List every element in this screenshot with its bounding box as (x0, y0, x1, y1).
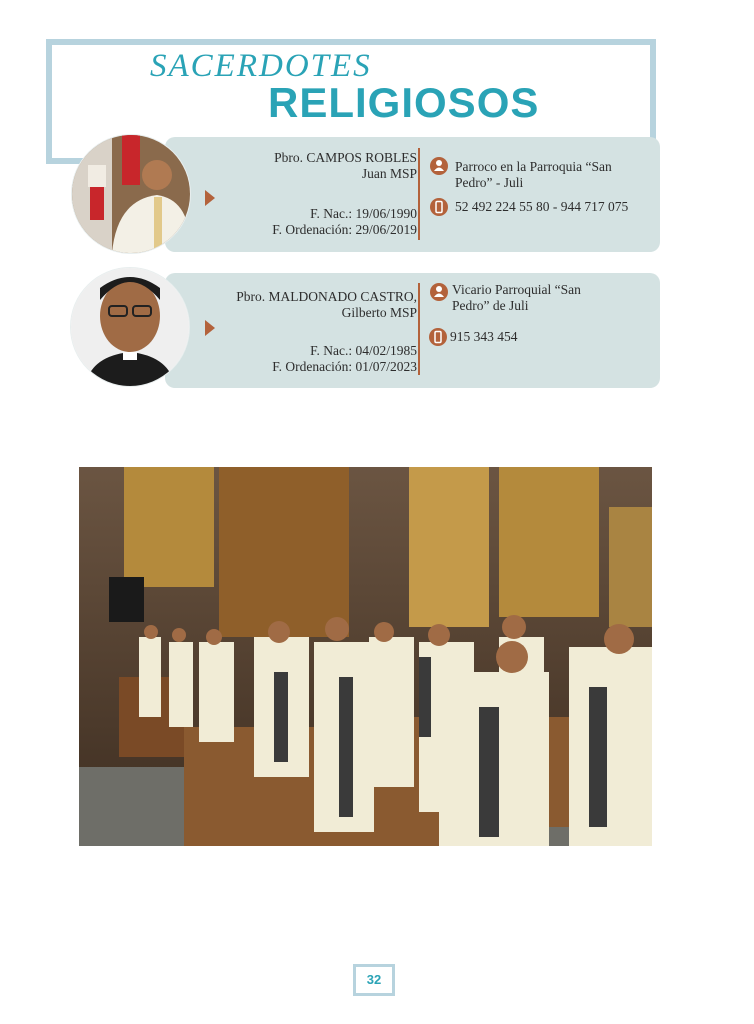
role-line2: Pedro” de Juli (452, 298, 529, 313)
page-number: 32 (353, 964, 395, 996)
ordination-date: F. Ordenación: 01/07/2023 (272, 359, 417, 374)
page-title-line2: RELIGIOSOS (268, 79, 540, 126)
phone-number: 915 343 454 (450, 329, 518, 344)
priest-role-2 (452, 282, 647, 314)
priest-name-line2: Gilberto MSP (341, 305, 417, 320)
priest-icon (430, 283, 448, 301)
priest-photo-1 (72, 135, 190, 253)
birth-date: F. Nac.: 04/02/1985 (310, 343, 417, 358)
arrow-icon (205, 190, 215, 206)
role-line1: Vicario Parroquial “San (452, 282, 581, 297)
phone-icon (430, 198, 448, 216)
church-photo (79, 467, 652, 846)
divider (418, 283, 420, 375)
arrow-icon (205, 320, 215, 336)
role-line1: Parroco en la Parroquia “San (455, 159, 612, 174)
priest-name-block-2 (217, 289, 417, 375)
priest-name-block-1 (217, 150, 417, 238)
phone-icon (429, 328, 447, 346)
ordination-date: F. Ordenación: 29/06/2019 (272, 222, 417, 237)
role-line2: Pedro” - Juli (455, 175, 524, 190)
priest-name-line1: Pbro. MALDONADO CASTRO, (236, 289, 417, 304)
priest-icon (430, 157, 448, 175)
page-title-line1: SACERDOTES (150, 48, 372, 84)
birth-date: F. Nac.: 19/06/1990 (310, 206, 417, 221)
priest-name-line1: Pbro. CAMPOS ROBLES (274, 150, 417, 165)
phone-number: 52 492 224 55 80 - 944 717 075 (455, 199, 629, 214)
priest-name-line2: Juan MSP (361, 166, 417, 181)
priest-photo-2 (71, 268, 189, 386)
priest-role-1 (455, 159, 650, 191)
divider (418, 148, 420, 240)
